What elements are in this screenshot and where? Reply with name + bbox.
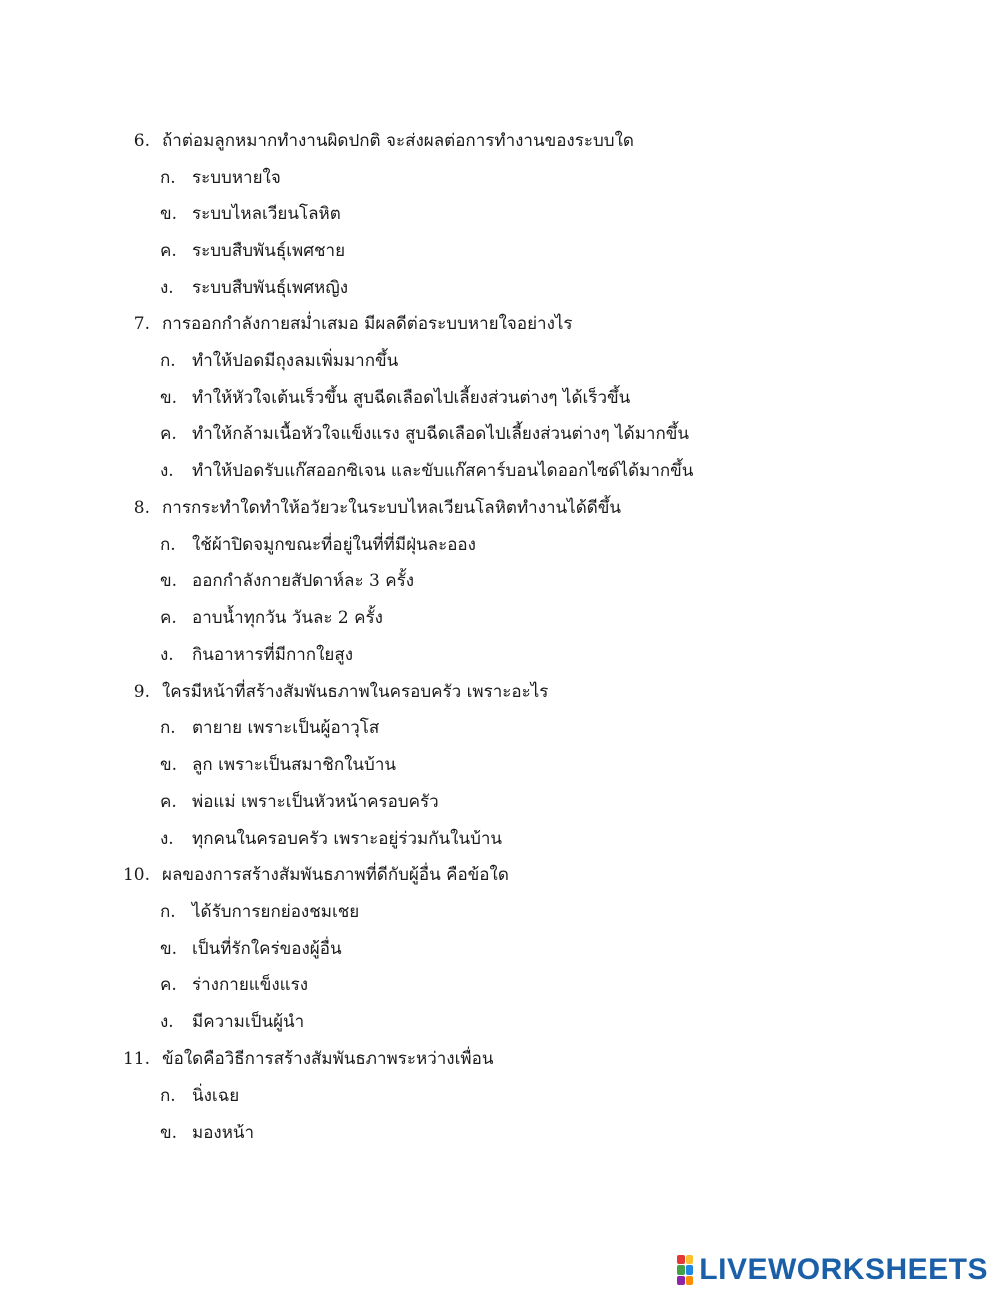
option-8d[interactable] [0, 640, 1000, 670]
option-text: ร่างกายแข็งแรง [192, 975, 309, 995]
option-text: ลูก เพราะเป็นสมาชิกในบ้าน [192, 755, 396, 775]
option-letter: ง. [160, 645, 174, 665]
logo-block [686, 1265, 694, 1274]
option-letter: ข. [160, 204, 178, 224]
option-10b[interactable] [0, 934, 1000, 964]
option-6b[interactable] [0, 199, 1000, 229]
option-text: กินอาหารที่มีกากใยสูง [192, 645, 354, 665]
question-text: ถ้าต่อมลูกหมากทำงานผิดปกติ จะส่งผลต่อการทำงานของระบบใด [162, 131, 634, 151]
option-text: ใช้ผ้าปิดจมูกขณะที่อยู่ในที่ที่มีฝุ่นละออง [192, 535, 476, 555]
option-text: ทำให้หัวใจเต้นเร็วขึ้น สูบฉีดเลือดไปเลี้ยงส่วนต่างๆ ได้เร็วขึ้น [192, 388, 631, 408]
question-number: 10. [122, 865, 150, 885]
option-7d[interactable] [0, 456, 1000, 486]
option-text: ระบบสืบพันธุ์เพศหญิง [192, 278, 349, 298]
logo-block [677, 1276, 685, 1285]
question-6 [0, 126, 1000, 156]
option-letter: ข. [160, 1123, 178, 1143]
option-letter: ง. [160, 461, 174, 481]
option-8c[interactable] [0, 603, 1000, 633]
logo-text: LIVEWORKSHEETS [699, 1253, 988, 1286]
option-letter: ง. [160, 1012, 174, 1032]
option-letter: ก. [160, 535, 176, 555]
option-10c[interactable] [0, 970, 1000, 1000]
question-11 [0, 1044, 1000, 1074]
option-6c[interactable] [0, 236, 1000, 266]
question-text: การกระทำใดทำให้อวัยวะในระบบไหลเวียนโลหิตทำงานได้ดีขึ้น [162, 498, 622, 518]
option-text: ทำให้ปอดรับแก๊สออกซิเจน และขับแก๊สคาร์บอนไดออกไซด์ได้มากขึ้น [192, 461, 694, 481]
option-text: ทำให้ปอดมีถุงลมเพิ่มมากขึ้น [192, 351, 399, 371]
option-text: ออกกำลังกายสัปดาห์ละ 3 ครั้ง [192, 571, 415, 591]
option-letter: ง. [160, 829, 174, 849]
logo-block [686, 1255, 694, 1264]
option-9c[interactable] [0, 787, 1000, 817]
question-number: 8. [133, 498, 150, 518]
option-11a[interactable] [0, 1081, 1000, 1111]
option-8b[interactable] [0, 566, 1000, 596]
option-letter: ค. [160, 241, 177, 261]
option-letter: ค. [160, 975, 177, 995]
question-9 [0, 677, 1000, 707]
logo-blocks-icon [677, 1255, 693, 1285]
option-text: พ่อแม่ เพราะเป็นหัวหน้าครอบครัว [192, 792, 439, 812]
option-text: ตายาย เพราะเป็นผู้อาวุโส [192, 718, 380, 738]
option-7c[interactable] [0, 419, 1000, 449]
question-text: ใครมีหน้าที่สร้างสัมพันธภาพในครอบครัว เพราะอะไร [162, 682, 549, 702]
option-letter: ก. [160, 902, 176, 922]
question-8 [0, 493, 1000, 523]
option-letter: ข. [160, 571, 178, 591]
option-letter: ง. [160, 278, 174, 298]
option-text: นิ่งเฉย [192, 1086, 240, 1106]
option-text: ได้รับการยกย่องชมเชย [192, 902, 360, 922]
option-9a[interactable] [0, 713, 1000, 743]
option-letter: ค. [160, 424, 177, 444]
logo-block [686, 1276, 694, 1285]
option-6a[interactable] [0, 163, 1000, 193]
option-9d[interactable] [0, 824, 1000, 854]
option-6d[interactable] [0, 273, 1000, 303]
option-10a[interactable] [0, 897, 1000, 927]
question-number: 6. [133, 131, 150, 151]
question-text: ข้อใดคือวิธีการสร้างสัมพันธภาพระหว่างเพื่อน [162, 1049, 494, 1069]
question-number: 9. [133, 682, 150, 702]
question-text: ผลของการสร้างสัมพันธภาพที่ดีกับผู้อื่น คือข้อใด [162, 865, 509, 885]
logo-block [677, 1255, 685, 1264]
option-letter: ข. [160, 939, 178, 959]
question-10 [0, 860, 1000, 890]
option-letter: ก. [160, 1086, 176, 1106]
option-text: ระบบไหลเวียนโลหิต [192, 204, 341, 224]
question-text: การออกกำลังกายสม่ำเสมอ มีผลดีต่อระบบหายใจอย่างไร [162, 314, 573, 334]
option-11b[interactable] [0, 1118, 1000, 1148]
option-text: ทุกคนในครอบครัว เพราะอยู่ร่วมกันในบ้าน [192, 829, 503, 849]
option-letter: ข. [160, 388, 178, 408]
question-7 [0, 309, 1000, 339]
liveworksheets-logo [677, 1252, 988, 1288]
option-7b[interactable] [0, 383, 1000, 413]
option-text: มีความเป็นผู้นำ [192, 1012, 305, 1032]
option-letter: ก. [160, 351, 176, 371]
option-text: ระบบหายใจ [192, 168, 281, 188]
option-8a[interactable] [0, 530, 1000, 560]
option-text: ระบบสืบพันธุ์เพศชาย [192, 241, 346, 261]
option-letter: ก. [160, 168, 176, 188]
logo-block [677, 1265, 685, 1274]
option-letter: ค. [160, 608, 177, 628]
question-number: 11. [122, 1049, 150, 1069]
option-9b[interactable] [0, 750, 1000, 780]
option-letter: ค. [160, 792, 177, 812]
option-letter: ข. [160, 755, 178, 775]
option-letter: ก. [160, 718, 176, 738]
option-7a[interactable] [0, 346, 1000, 376]
option-text: ทำให้กล้ามเนื้อหัวใจแข็งแรง สูบฉีดเลือดไปเลี้ยงส่วนต่างๆ ได้มากขึ้น [192, 424, 689, 444]
option-text: เป็นที่รักใคร่ของผู้อื่น [192, 939, 342, 959]
option-text: มองหน้า [192, 1123, 255, 1143]
question-number: 7. [133, 314, 150, 334]
option-10d[interactable] [0, 1007, 1000, 1037]
option-text: อาบน้ำทุกวัน วันละ 2 ครั้ง [192, 608, 383, 628]
